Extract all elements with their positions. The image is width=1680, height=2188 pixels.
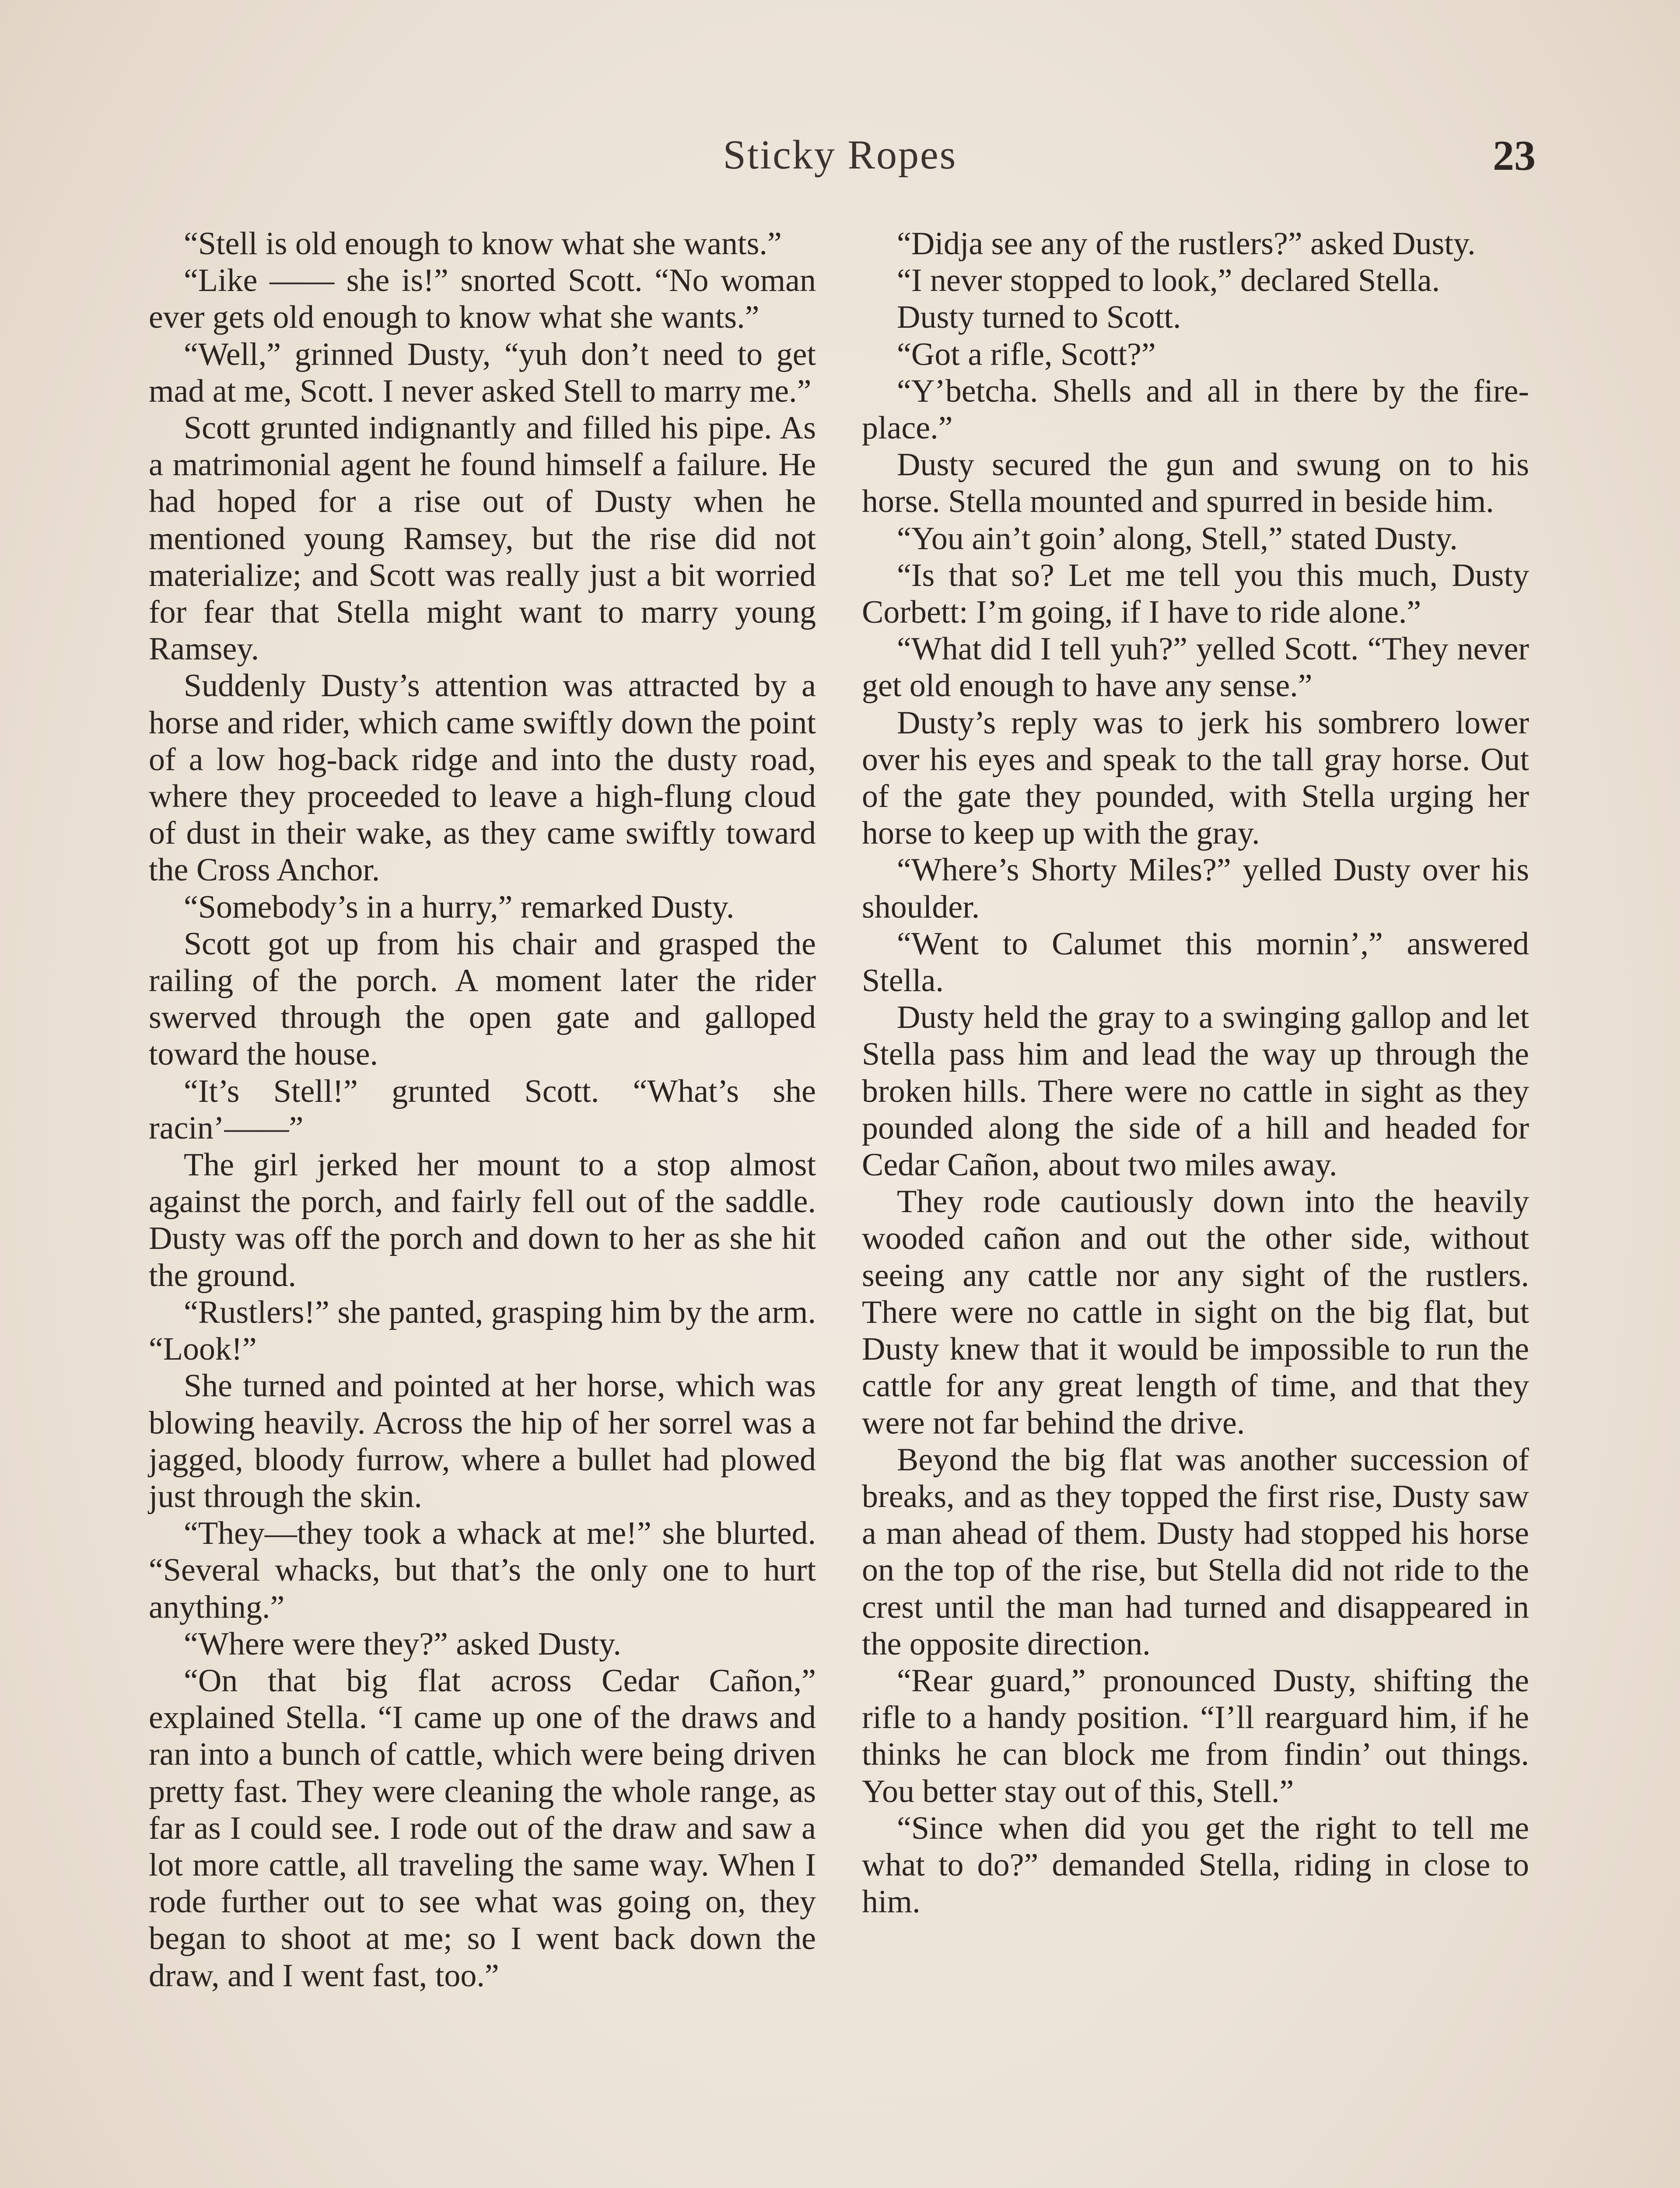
paragraph: “Didja see any of the rustlers?” asked Dusty. bbox=[897, 226, 1476, 262]
paragraph: “You ain’t goin’ along, Stell,” stated Dusty. bbox=[897, 520, 1458, 557]
paragraph: “I never stopped to look,” declared Stella. bbox=[897, 263, 1440, 299]
paragraph: “Where were they?” asked Dusty. bbox=[184, 1626, 621, 1662]
paragraph: “Like —— she is!” snorted Scott. “No woman ever gets old enough to know what she wants.” bbox=[149, 263, 816, 336]
page-number: 23 bbox=[1493, 132, 1536, 179]
right-column bbox=[862, 225, 1529, 1920]
paragraph: The girl jerked her mount to a stop almost against the porch, and fairly fell out of the saddle. Dusty was off the porch and down to her as she hit the ground. bbox=[149, 1147, 816, 1294]
paragraph: Beyond the big flat was another succession of breaks, and as they topped the first rise, Dusty saw a man ahead of them. Dusty had stopped his horse on the top of the rise, but Stella did not ride to the crest until the man had turned and disappeared in the opposite direction. bbox=[862, 1441, 1529, 1662]
paragraph: “On that big flat across Cedar Cañon,” explained Stella. “I came up one of the draws and ran into a bunch of cattle, which were being driven pretty fast. They were cleaning the whole range, as far as I could see. I rode out of the draw and saw a lot more cattle, all traveling the same way. When I rode further out to see what was going on, they began to shoot at me; so I went back down the draw, and I went fast, too.” bbox=[149, 1662, 816, 1994]
paragraph: Dusty held the gray to a swinging gallop and let Stella pass him and lead the way up through the broken hills. There were no cattle in sight as they pounded along the side of a hill and headed for Cedar Cañon, about two miles away. bbox=[862, 999, 1529, 1183]
paragraph: “Y’betcha. Shells and all in there by the fire-place.” bbox=[862, 373, 1529, 446]
left-column bbox=[149, 225, 816, 1994]
paragraph: Suddenly Dusty’s attention was attracted by a horse and rider, which came swiftly down the point of a low hog-back ridge and into the dusty road, where they proceeded to leave a high-flung cloud of dust in their wake, as they came swiftly toward the Cross Anchor. bbox=[149, 668, 816, 888]
paragraph: Dusty turned to Scott. bbox=[897, 299, 1181, 336]
paragraph: “Since when did you get the right to tell me what to do?” demanded Stella, riding in close to him. bbox=[862, 1810, 1529, 1920]
paragraph: Scott got up from his chair and grasped the railing of the porch. A moment later the rider swerved through the open gate and galloped toward the house. bbox=[149, 926, 816, 1073]
paragraph: “Where’s Shorty Miles?” yelled Dusty over his shoulder. bbox=[862, 852, 1529, 925]
paragraph: “They—they took a whack at me!” she blurted. “Several whacks, but that’s the only one to hurt anything.” bbox=[149, 1515, 816, 1625]
paragraph: Scott grunted indignantly and filled his pipe. As a matrimonial agent he found himself a failure. He had hoped for a rise out of Dusty when he mentioned young Ramsey, but the rise did not materialize; and Scott was really just a bit worried for fear that Stella might want to marry young Ramsey. bbox=[149, 410, 816, 667]
paragraph: “Rear guard,” pronounced Dusty, shifting the rifle to a handy position. “I’ll rearguard him, if he thinks he can block me from findin’ out things. You better stay out of this, Stell.” bbox=[862, 1662, 1529, 1809]
paragraph: Dusty secured the gun and swung on to his horse. Stella mounted and spurred in beside him. bbox=[862, 447, 1529, 520]
paragraph: “Is that so? Let me tell you this much, Dusty Corbett: I’m going, if I have to ride alone.” bbox=[862, 557, 1529, 631]
paragraph: “Rustlers!” she panted, grasping him by the arm. “Look!” bbox=[149, 1294, 816, 1368]
page-header bbox=[0, 131, 1680, 193]
paragraph: “It’s Stell!” grunted Scott. “What’s she racin’——” bbox=[149, 1073, 816, 1146]
paragraph: “Somebody’s in a hurry,” remarked Dusty. bbox=[184, 889, 735, 925]
paragraph: She turned and pointed at her horse, which was blowing heavily. Across the hip of her sorrel was a jagged, bloody furrow, where a bullet had plowed just through the skin. bbox=[149, 1368, 816, 1515]
paragraph: “Stell is old enough to know what she wants.” bbox=[184, 226, 782, 262]
paragraph: “Well,” grinned Dusty, “yuh don’t need to get mad at me, Scott. I never asked Stell to marry me.” bbox=[149, 336, 816, 409]
paragraph: “Got a rifle, Scott?” bbox=[897, 336, 1156, 372]
paragraph: Dusty’s reply was to jerk his sombrero lower over his eyes and speak to the tall gray horse. Out of the gate they pounded, with Stella urging her horse to keep up with the gray. bbox=[862, 705, 1529, 852]
paragraph: They rode cautiously down into the heavily wooded cañon and out the other side, without seeing any cattle nor any sight of the rustlers. There were no cattle in sight on the big flat, but Dusty knew that it would be impossible to run the cattle for any great length of time, and that they were not far behind the drive. bbox=[862, 1184, 1529, 1441]
paragraph: “What did I tell yuh?” yelled Scott. “They never get old enough to have any sense.” bbox=[862, 631, 1529, 704]
running-title: Sticky Ropes bbox=[723, 132, 957, 178]
paragraph: “Went to Calumet this mornin’,” answered Stella. bbox=[862, 926, 1529, 999]
